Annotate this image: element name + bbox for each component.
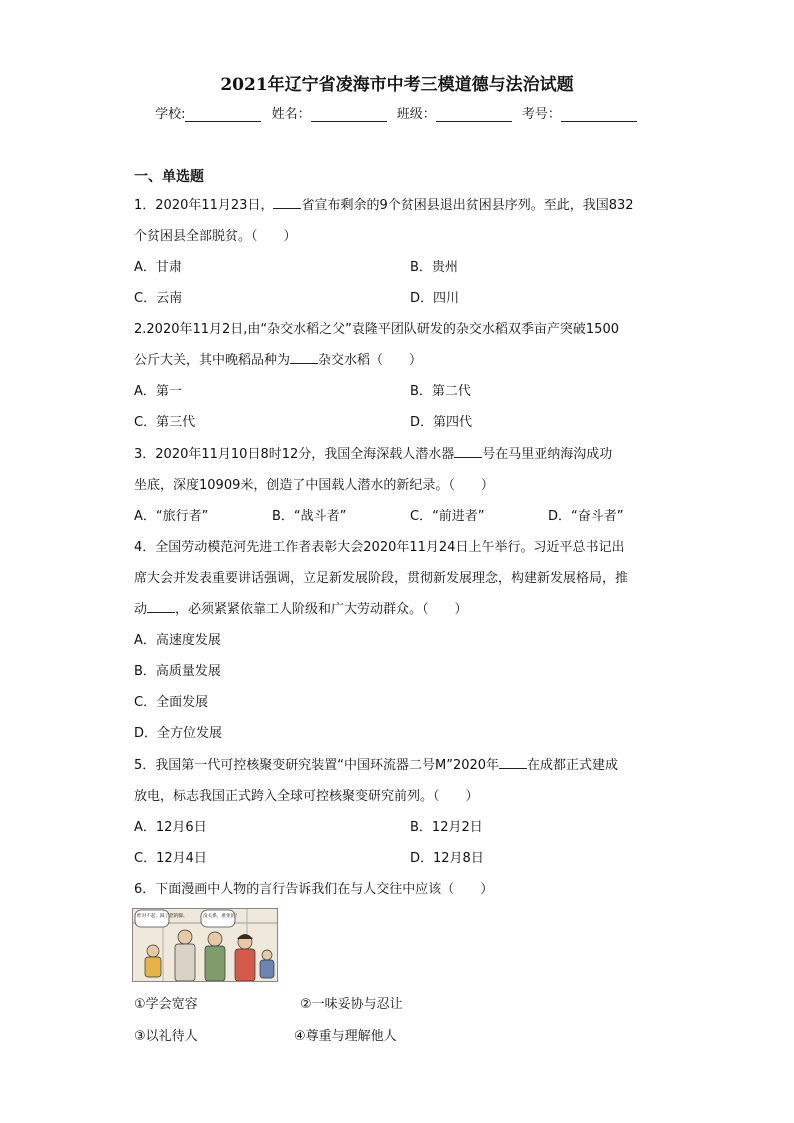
q1-option-b[interactable]: B．贵州 <box>410 260 458 275</box>
q1-text-b: 省宣布剩余的9个贫困县退出贫困县序列。至此，我国832 <box>301 198 634 213</box>
q6-option-1[interactable]: ①学会宽容 <box>134 997 198 1012</box>
q1-option-d[interactable]: D．四川 <box>410 291 460 306</box>
q1-stem-line1 <box>134 194 634 213</box>
class-blank[interactable] <box>436 109 512 122</box>
q4-text-a: 动 <box>134 602 148 617</box>
q5-option-c[interactable]: C．12月4日 <box>134 851 207 866</box>
section-heading: 一、单选题 <box>134 169 204 185</box>
q6-stem-line1: 6．下面漫画中人物的言行告诉我们在与人交往中应该（ ） <box>134 882 494 897</box>
name-label: 姓名： <box>271 107 311 122</box>
q1-text-a: 1．2020年11月23日， <box>134 198 274 213</box>
q2-blank <box>290 352 318 364</box>
cartoon-illustration <box>133 909 277 981</box>
student-info-row <box>0 103 794 122</box>
q4-option-b[interactable]: B．高质量发展 <box>134 664 221 679</box>
q1-option-c[interactable]: C．云南 <box>134 291 183 306</box>
q4-blank <box>147 601 175 613</box>
q6-option-3[interactable]: ③以礼待人 <box>134 1029 198 1044</box>
q1-blank <box>273 197 301 209</box>
q5-stem-line1 <box>134 754 618 773</box>
q4-option-c[interactable]: C．全面发展 <box>134 695 209 710</box>
school-label: 学校: <box>155 107 186 122</box>
q5-option-b[interactable]: B．12月2日 <box>410 820 483 835</box>
id-label: 考号： <box>521 107 561 122</box>
q4-option-a[interactable]: A．高速度发展 <box>134 633 221 648</box>
school-blank[interactable] <box>185 109 261 122</box>
q2-text-b: 杂交水稻（ ） <box>318 353 423 368</box>
q1-option-a[interactable]: A．甘肃 <box>134 260 182 275</box>
q5-stem-line2: 放电，标志我国正式跨入全球可控核聚变研究前列。（ ） <box>134 789 479 804</box>
q3-option-b[interactable]: B．“战斗者” <box>272 509 347 524</box>
q4-stem-line2: 席大会并发表重要讲话强调，立足新发展阶段，贯彻新发展理念，构建新发展格局，推 <box>134 571 629 586</box>
q3-stem-line2: 坐底，深度10909米，创造了中国载人潜水的新纪录。（ ） <box>134 478 494 493</box>
q2-option-a[interactable]: A．第一 <box>134 384 182 399</box>
name-blank[interactable] <box>311 109 387 122</box>
q2-stem-line1: 2.2020年11月2日,由“杂交水稻之父”袁隆平团队研发的杂交水稻双季亩产突破1500 <box>134 322 619 337</box>
q3-option-d[interactable]: D．“奋斗者” <box>548 509 624 524</box>
q3-stem-line1 <box>134 443 612 462</box>
q2-option-b[interactable]: B．第二代 <box>410 384 471 399</box>
q2-text-a: 公斤大关，其中晚稻品种为 <box>134 353 291 368</box>
bubble-text-1: 昨对不起，踩了您的脚。 <box>137 914 188 919</box>
q3-option-a[interactable]: A．“旅行者” <box>134 509 209 524</box>
q5-option-a[interactable]: A．12月6日 <box>134 820 207 835</box>
q4-stem-line3 <box>134 598 468 617</box>
q5-blank <box>499 757 527 769</box>
q1-stem-line2: 个贫困县全部脱贫。（ ） <box>134 229 297 244</box>
q6-option-4[interactable]: ④尊重与理解他人 <box>294 1029 397 1044</box>
exam-title: 2021年辽宁省凌海市中考三模道德与法治试题 <box>220 75 574 95</box>
q4-option-d[interactable]: D．全方位发展 <box>134 726 223 741</box>
cartoon-image <box>132 908 278 982</box>
class-label: 班级： <box>396 107 436 122</box>
q4-stem-line1: 4．全国劳动模范河先进工作者表彰大会2020年11月24日上午举行。习近平总书记出 <box>134 540 625 555</box>
q2-option-c[interactable]: C．第三代 <box>134 415 196 430</box>
q3-text-a: 3．2020年11月10日8时12分，我国全海深载人潜水器 <box>134 447 455 462</box>
q3-blank <box>454 446 482 458</box>
id-blank[interactable] <box>561 109 637 122</box>
q2-option-d[interactable]: D．第四代 <box>410 415 473 430</box>
q3-text-b: 号在马里亚纳海沟成功 <box>482 447 613 462</box>
q5-text-b: 在成都正式建成 <box>527 758 619 773</box>
q5-text-a: 5．我国第一代可控核聚变研究装置“中国环流器二号M”2020年 <box>134 758 500 773</box>
q4-text-b: ，必须紧紧依靠工人阶级和广大劳动群众。（ ） <box>175 602 468 617</box>
bubble-text-2: 没关系，难免的！ <box>203 914 240 919</box>
q5-option-d[interactable]: D．12月8日 <box>410 851 484 866</box>
q3-option-c[interactable]: C．“前进者” <box>410 509 485 524</box>
q2-stem-line2 <box>134 349 422 368</box>
q6-option-2[interactable]: ②一味妥协与忍让 <box>300 997 403 1012</box>
